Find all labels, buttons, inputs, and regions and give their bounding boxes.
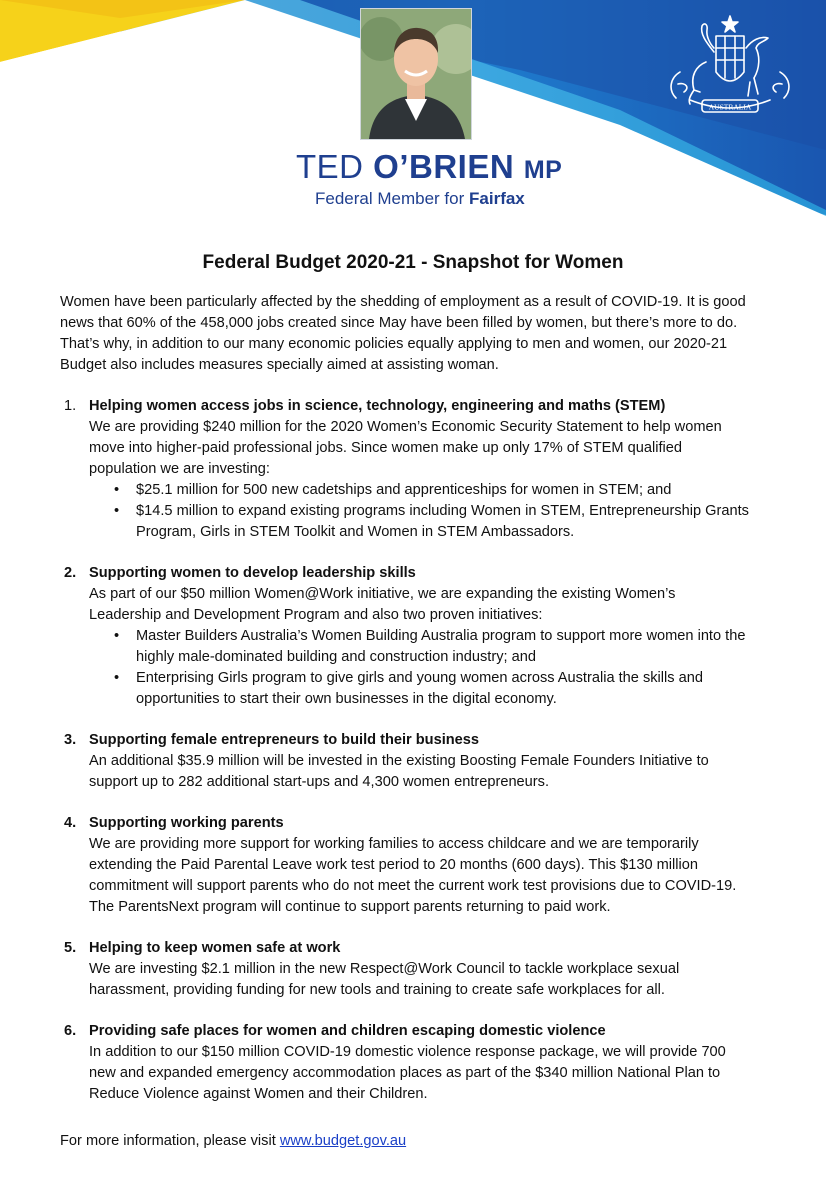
mp-electorate: Fairfax bbox=[469, 189, 525, 208]
bullet-item: • Master Builders Australia’s Women Building Australia program to support more women into the highly male-dominated building and construction industry; and bbox=[109, 626, 750, 668]
bullet-item: • Enterprising Girls program to give girls and young women across Australia the skills and opportunities to start their own businesses in the digital economy. bbox=[109, 668, 750, 710]
item-body: An additional $35.9 million will be invested in the existing Boosting Female Founders Initiative to support up to 282 additional start-ups and 4,300 women entrepreneurs. bbox=[89, 753, 709, 790]
item-body: In addition to our $150 million COVID-19 domestic violence response package, we will provide 700 new and expanded emergency accommodation places as part of the $340 million National Plan to Reduce Violence against Women and their Children. bbox=[89, 1044, 726, 1102]
coat-of-arms-crest bbox=[660, 12, 800, 122]
item-body: As part of our $50 million Women@Work initiative, we are expanding the existing Women’s Leadership and Development Program and also two proven initiatives: bbox=[89, 586, 676, 623]
document-body bbox=[60, 292, 750, 1125]
list-item bbox=[60, 730, 750, 793]
list-item bbox=[60, 938, 750, 1001]
item-body: We are investing $2.1 million in the new Respect@Work Council to tackle workplace sexual harassment, providing funding for new tools and training to create safe workplaces for all. bbox=[89, 961, 680, 998]
mp-name-heading bbox=[296, 150, 562, 183]
footer-text: For more information, please visit bbox=[60, 1133, 276, 1149]
list-item bbox=[60, 1021, 750, 1105]
item-body: We are providing $240 million for the 2020 Women’s Economic Security Statement to help women move into higher-paid professional jobs. Since women make up only 17% of STEM qualified population we are investing: bbox=[89, 419, 722, 477]
mp-role-line bbox=[315, 190, 525, 207]
bullet-list bbox=[89, 480, 750, 543]
list-item bbox=[60, 396, 750, 543]
item-number: 2. bbox=[64, 565, 77, 581]
list-item bbox=[60, 813, 750, 918]
mp-role-prefix: Federal Member for bbox=[315, 189, 465, 208]
item-number: 5. bbox=[64, 940, 77, 956]
mp-last-name: O’BRIEN bbox=[373, 148, 515, 185]
bullet-item: • $14.5 million to expand existing programs including Women in STEM, Entrepreneurship Grants Program, Girls in STEM Toolkit and Women in STEM Ambassadors. bbox=[109, 501, 750, 543]
item-heading: Providing safe places for women and children escaping domestic violence bbox=[89, 1023, 606, 1039]
bullet-list bbox=[89, 626, 750, 710]
footer-line bbox=[60, 1131, 406, 1152]
list-item bbox=[60, 563, 750, 710]
mp-portrait-photo bbox=[360, 8, 472, 140]
item-number: 3. bbox=[64, 732, 77, 748]
bullet-item: • $25.1 million for 500 new cadetships and apprenticeships for women in STEM; and bbox=[109, 480, 750, 501]
document-title: Federal Budget 2020-21 - Snapshot for Women bbox=[202, 252, 624, 273]
item-heading: Helping women access jobs in science, technology, engineering and maths (STEM) bbox=[89, 398, 666, 414]
item-body: We are providing more support for working families to access childcare and we are temporarily extending the Paid Parental Leave work test period to 20 months (600 days). This $130 million commitment will support parents who do not meet the current work test provisions due to COVID-19. The ParentsNext program will continue to support parents returning to paid work. bbox=[89, 836, 737, 915]
mp-suffix: MP bbox=[523, 156, 563, 184]
item-number: 6. bbox=[64, 1023, 77, 1039]
crest-motto: AUSTRALIA bbox=[708, 102, 752, 112]
item-number: 1. bbox=[64, 398, 77, 414]
mp-first-name: TED bbox=[296, 148, 364, 185]
item-heading: Supporting working parents bbox=[89, 815, 284, 831]
intro-paragraph: Women have been particularly affected by the shedding of employment as a result of COVID-19. It is good news that 60% of the 458,000 jobs created since May have been filled by women, but there’s more to do. That’s why, in addition to our many economic policies equally applying to men and women, our 2020-21 Budget also includes measures specially aimed at assisting woman. bbox=[60, 294, 746, 373]
item-heading: Supporting women to develop leadership skills bbox=[89, 565, 416, 581]
item-heading: Helping to keep women safe at work bbox=[89, 940, 341, 956]
budget-website-link[interactable]: www.budget.gov.au bbox=[279, 1133, 407, 1149]
item-heading: Supporting female entrepreneurs to build their business bbox=[89, 732, 480, 748]
item-number: 4. bbox=[64, 815, 77, 831]
